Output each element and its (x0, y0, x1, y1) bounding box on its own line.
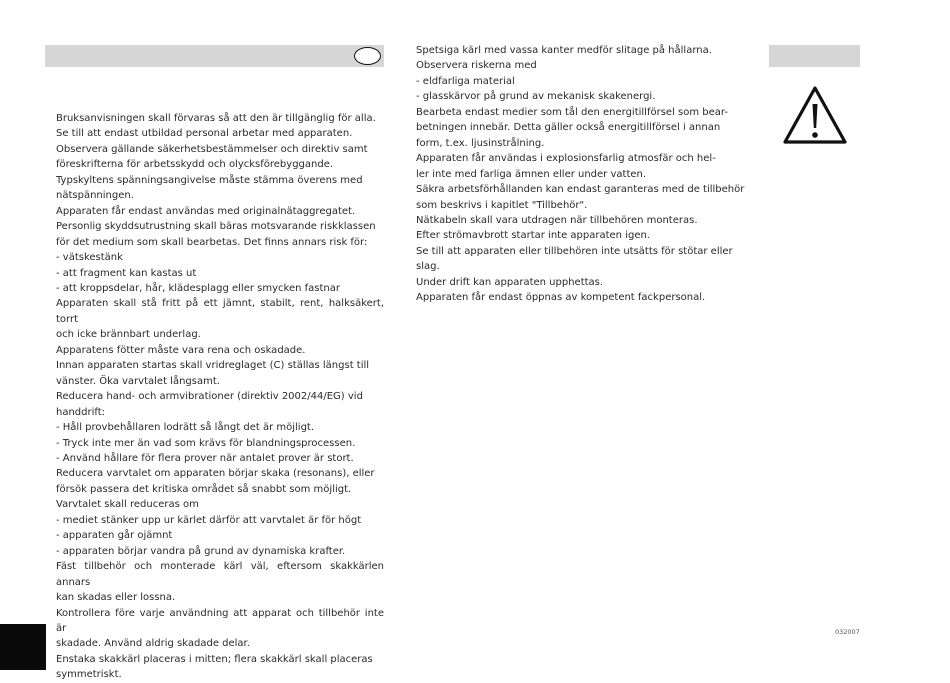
middle-text-column (416, 43, 745, 306)
left-text-column (56, 111, 384, 683)
text-line: Bearbeta endast medier som tål den energitillförsel som bear- (416, 106, 728, 118)
text-line: Personlig skyddsutrustning skall bäras motsvarande riskklassen (56, 221, 376, 233)
text-line: - vätskestänk (56, 252, 123, 264)
text-line: - apparaten går ojämnt (56, 530, 173, 542)
text-line: ler inte med farliga ämnen eller under vatten. (416, 168, 647, 180)
text-line: Observera gällande säkerhetsbestämmelser och direktiv samt (56, 143, 368, 155)
text-line: Typskyltens spänningsangivelse måste stämma överens med (56, 174, 363, 186)
text-line: för det medium som skall bearbetas. Det finns annars risk för: (56, 236, 368, 248)
text-line: nätspänningen. (56, 190, 134, 202)
text-line: Reducera varvtalet om apparaten börjar skaka (resonans), eller (56, 468, 375, 480)
text-line: Enstaka skakkärl placeras i mitten; flera skakkärl skall placeras (56, 653, 373, 665)
text-line: Efter strömavbrott startar inte apparaten igen. (416, 230, 650, 242)
text-line: Reducera hand- och armvibrationer (direktiv 2002/44/EG) vid (56, 391, 363, 403)
text-line: Apparatens fötter måste vara rena och oskadade. (56, 344, 306, 356)
text-line: Apparaten får endast öppnas av kompetent fackpersonal. (416, 292, 706, 304)
text-line: Se till att apparaten eller tillbehören inte utsätts för stötar eller (416, 245, 733, 257)
text-line: - att fragment kan kastas ut (56, 267, 197, 279)
page-corner-tab (0, 624, 46, 670)
text-line: föreskrifterna för arbetsskydd och olycksförebyggande. (56, 159, 334, 171)
text-line: form, t.ex. ljusinstrålning. (416, 137, 545, 149)
text-line: - mediet stänker upp ur kärlet därför att varvtalet är för högt (56, 514, 362, 526)
text-line: Innan apparaten startas skall vridreglaget (C) ställas längst till (56, 360, 370, 372)
text-line: Kontrollera före varje användning att apparat och tillbehör inte är (56, 607, 384, 634)
section-header-bar-right (769, 45, 860, 67)
text-line: kan skadas eller lossna. (56, 592, 176, 604)
text-line: - apparaten börjar vandra på grund av dynamiska krafter. (56, 545, 346, 557)
text-line: försök passera det kritiska området så snabbt som möjligt. (56, 483, 352, 495)
text-line: Apparaten får endast användas med originalnätaggregatet. (56, 205, 356, 217)
text-line: Säkra arbetsförhållanden kan endast garanteras med de tillbehör (416, 184, 745, 196)
text-line: - Tryck inte mer än vad som krävs för blandningsprocessen. (56, 437, 356, 449)
text-line: Varvtalet skall reduceras om (56, 499, 199, 511)
text-line: Apparaten skall stå fritt på ett jämnt, stabilt, rent, halksäkert, torrt (56, 298, 384, 325)
text-line: skadade. Använd aldrig skadade delar. (56, 638, 250, 650)
text-line: Se till att endast utbildad personal arbetar med apparaten. (56, 128, 353, 140)
document-code: 032007 (835, 628, 860, 636)
warning-triangle-icon (781, 84, 849, 146)
text-line: handdrift: (56, 406, 106, 418)
text-line: - Håll provbehållaren lodrätt så långt det är möjligt. (56, 422, 315, 434)
text-line: vänster. Öka varvtalet långsamt. (56, 375, 220, 387)
text-line: Nätkabeln skall vara utdragen när tillbehören monteras. (416, 214, 698, 226)
text-line: - Använd hållare för flera prover när antalet prover är stort. (56, 452, 354, 464)
text-line: - att kroppsdelar, hår, klädesplagg eller smycken fastnar (56, 282, 340, 294)
section-header-bar (45, 45, 384, 67)
text-line: och icke brännbart underlag. (56, 329, 201, 341)
text-line: - eldfarliga material (416, 75, 515, 87)
text-line: Observera riskerna med (416, 60, 537, 72)
text-line: Apparaten får användas i explosionsfarlig atmosfär och hel- (416, 153, 716, 165)
text-line: symmetriskt. (56, 669, 122, 681)
text-line: Under drift kan apparaten upphettas. (416, 276, 604, 288)
text-line: betningen innebär. Detta gäller också energitillförsel i annan (416, 122, 721, 134)
text-line: Fäst tillbehör och monterade kärl väl, eftersom skakkärlen annars (56, 561, 384, 588)
text-line: slag. (416, 261, 440, 273)
text-line: som beskrivs i kapitlet "Tillbehör". (416, 199, 588, 211)
text-line: - glasskärvor på grund av mekanisk skakenergi. (416, 91, 656, 103)
text-line: Bruksanvisningen skall förvaras så att den är tillgänglig för alla. (56, 113, 376, 124)
oval-marker-icon (354, 47, 381, 65)
text-line: Spetsiga kärl med vassa kanter medför slitage på hållarna. (416, 45, 712, 56)
